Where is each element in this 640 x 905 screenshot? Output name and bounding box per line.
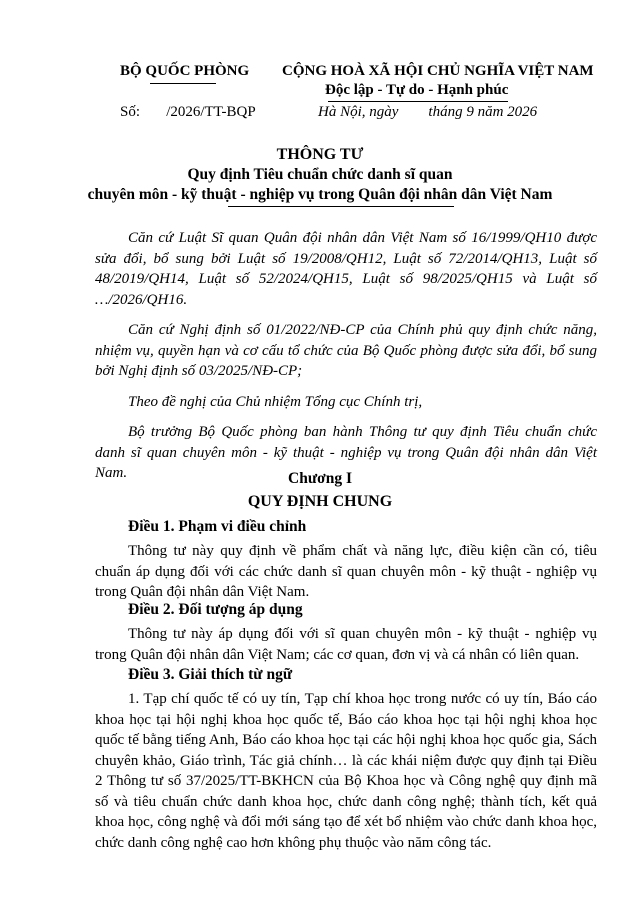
chapter-label: Chương I bbox=[288, 470, 352, 487]
article-3-text: 1. Tạp chí quốc tế có uy tín, Tạp chí khoa học trong nước có uy tín, Báo cáo khoa học tại hội nghị khoa học quốc tế, Báo cáo khoa học tại hội nghị khoa học quốc tế bằng tiếng Anh, Báo cáo khoa học tại các hội nghị khoa học quốc gia, Sách chuyên khảo, Giáo trình, Tác giả chính… là các khái niệm được quy định tại Điều 2 Thông tư số 37/2025/TT-BKHCN của Bộ Khoa học và Công nghệ quy định mã số và tiêu chuẩn chức danh khoa học, chức danh công nghệ; thành tích, kết quả khoa học, công nghệ và đổi mới sáng tạo để xét bổ nhiệm vào chức danh khoa học, chức danh công nghệ cao hơn không phụ thuộc vào năm công tác. bbox=[95, 691, 597, 851]
ministry-underline bbox=[150, 83, 216, 84]
place-date: Hà Nội, ngày tháng 9 năm 2026 bbox=[318, 104, 538, 120]
document-title-line2: chuyên môn - kỹ thuật - nghiệp vụ trong Quân đội nhân dân Việt Nam bbox=[87, 186, 553, 203]
document-title-line1: Quy định Tiêu chuẩn chức danh sĩ quan bbox=[187, 166, 453, 183]
article-1-body bbox=[95, 541, 597, 603]
article-3-body bbox=[95, 689, 597, 853]
preamble-proposal: Theo đề nghị của Chủ nhiệm Tổng cục Chính trị, bbox=[128, 393, 423, 410]
article-2-text: Thông tư này áp dụng đối với sĩ quan chuyên môn - kỹ thuật - nghiệp vụ trong Quân đội nhân dân Việt Nam; các cơ quan, đơn vị và cá nhân có liên quan. bbox=[95, 626, 597, 663]
title-underline bbox=[228, 206, 454, 207]
preamble-basis-decree: Căn cứ Nghị định số 01/2022/NĐ-CP của Chính phủ quy định chức năng, nhiệm vụ, quyền hạn và cơ cấu tổ chức của Bộ Quốc phòng được sửa đổi, bổ sung bởi Nghị định số 03/2025/NĐ-CP; bbox=[95, 322, 597, 379]
ministry-name: BỘ QUỐC PHÒNG bbox=[120, 63, 250, 79]
preamble bbox=[95, 228, 597, 484]
article-1-text: Thông tư này quy định về phẩm chất và năng lực, điều kiện cần có, tiêu chuẩn áp dụng đối với các chức danh sĩ quan chuyên môn - kỹ thuật - nghiệp vụ trong Quân đội nhân dân Việt Nam. bbox=[95, 543, 597, 600]
preamble-basis-law: Căn cứ Luật Sĩ quan Quân đội nhân dân Việt Nam số 16/1999/QH10 được sửa đổi, bổ sung bởi Luật số 19/2008/QH12, Luật số 72/2014/QH13, Luật số 48/2019/QH14, Luật số 52/2024/QH15, Luật số 98/2025/QH15 và Luật số …/2026/QH16. bbox=[95, 230, 597, 308]
article-1-heading: Điều 1. Phạm vi điều chỉnh bbox=[128, 518, 307, 535]
national-motto: Độc lập - Tự do - Hạnh phúc bbox=[325, 82, 509, 98]
article-2-heading: Điều 2. Đối tượng áp dụng bbox=[128, 601, 303, 618]
document-number: Số: /2026/TT-BQP bbox=[120, 104, 256, 120]
national-title: CỘNG HOÀ XÃ HỘI CHỦ NGHĨA VIỆT NAM bbox=[282, 63, 594, 79]
chapter-title: QUY ĐỊNH CHUNG bbox=[247, 493, 393, 510]
article-2-body bbox=[95, 624, 597, 665]
article-3-heading: Điều 3. Giải thích từ ngữ bbox=[128, 666, 293, 683]
motto-underline bbox=[328, 101, 508, 102]
preamble-promulgation: Bộ trưởng Bộ Quốc phòng ban hành Thông tư quy định Tiêu chuẩn chức danh sĩ quan chuyên môn - kỹ thuật - nghiệp vụ trong Quân đội nhân dân Việt Nam. bbox=[95, 424, 597, 481]
document-type: THÔNG TƯ bbox=[276, 146, 364, 163]
